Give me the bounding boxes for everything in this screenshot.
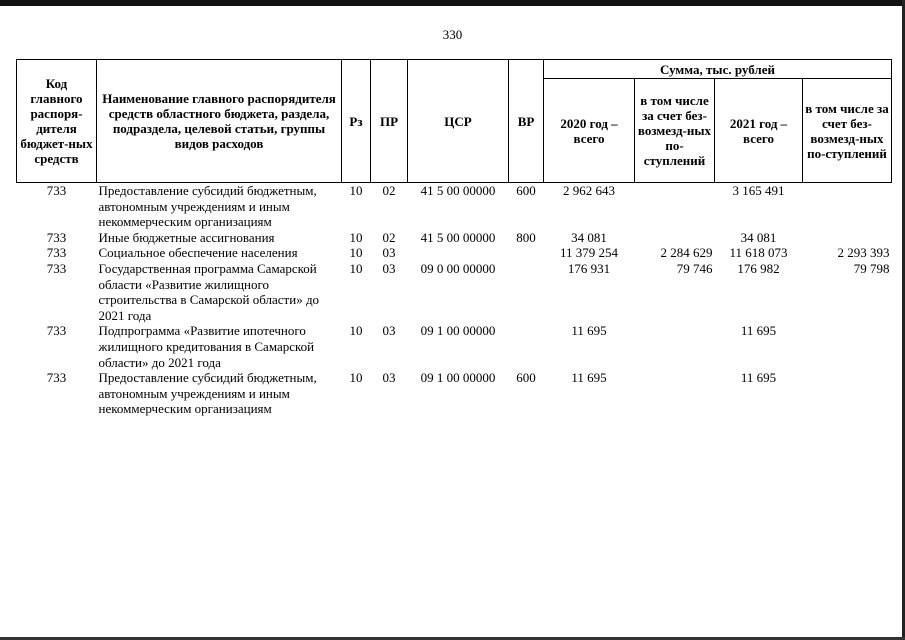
table-row [17,183,892,230]
table-body [17,183,892,417]
cell-rz: 10 [349,260,363,276]
cell-rz: 10 [349,323,363,339]
header-sum: Сумма, тыс. рублей [544,60,892,79]
cell-pr: 03 [382,245,396,261]
cell-2021-total: 34 081 [740,229,777,245]
cell-2020-grants [635,370,715,417]
cell-2021-total: 3 165 491 [732,183,785,198]
cell-vr [509,261,544,323]
cell-code: 733 [46,323,67,339]
cell-2020-total: 34 081 [571,229,607,245]
cell-2021-total: 11 695 [740,370,777,386]
page-number: 330 [442,27,463,42]
cell-2021-grants [803,370,892,417]
cell-2021-total: 11 695 [740,323,777,339]
header-pr: ПР [371,60,408,183]
cell-name: Социальное обеспечение населения [98,245,298,261]
header-2020-total: 2020 год – всего [544,79,635,183]
cell-2020-grants: 79 746 [676,260,713,276]
cell-vr [509,245,544,261]
cell-name: Предоставление субсидий бюджетным, автономным учреждениям и иным некоммерческим организациям [98,370,317,417]
cell-vr: 600 [516,370,536,386]
cell-code: 733 [46,229,67,245]
cell-rz: 10 [349,245,363,261]
scan-edge-top [0,0,905,6]
cell-pr: 03 [382,370,396,386]
cell-2021-total: 11 618 073 [729,245,788,261]
cell-csr: 09 0 00 00000 [420,260,496,276]
cell-pr: 02 [382,229,396,245]
cell-2021-grants [803,183,892,230]
table-row [17,370,892,417]
cell-code: 733 [46,183,67,198]
cell-2020-grants [635,183,715,230]
cell-name: Государственная программа Самарской области «Развитие жилищного строительства в Самарской области» до 2021 года [98,260,320,323]
cell-2020-grants [635,230,715,246]
cell-csr [408,245,509,261]
cell-2020-total: 176 931 [567,260,611,276]
cell-csr: 09 1 00 00000 [420,370,496,386]
cell-rz: 10 [349,229,363,245]
header-name: Наименование главного распорядителя средств областного бюджета, раздела, подраздела, целевой статьи, группы видов расходов [97,60,342,183]
table-row [17,261,892,323]
cell-2020-total: 11 379 254 [559,245,619,261]
cell-pr: 03 [382,323,396,339]
cell-2021-grants: 79 798 [853,260,890,276]
table-row [17,245,892,261]
cell-code: 733 [46,370,67,386]
cell-name: Подпрограмма «Развитие ипотечного жилищного кредитования в Самарской области» до 2021 года [98,323,315,370]
cell-vr: 600 [516,183,536,198]
header-2021-grants: в том числе за счет без-возмезд-ных по-ступлений [803,79,892,183]
cell-vr: 800 [516,229,536,245]
budget-table [16,59,892,417]
cell-csr: 41 5 00 00000 [420,229,496,245]
header-vr: ВР [509,60,544,183]
cell-2020-total: 11 695 [571,370,607,386]
header-code: Код главного распоря-дителя бюджет-ных средств [17,60,97,183]
cell-name: Предоставление субсидий бюджетным, автономным учреждениям и иным некоммерческим организациям [98,183,317,230]
cell-2020-total: 11 695 [571,323,607,339]
cell-csr: 41 5 00 00000 [420,183,496,198]
cell-csr: 09 1 00 00000 [420,323,496,339]
cell-2021-grants [803,230,892,246]
cell-2021-grants [803,323,892,370]
header-rz: Рз [342,60,371,183]
cell-2020-grants [635,323,715,370]
header-csr: ЦСР [408,60,509,183]
cell-pr: 03 [382,260,396,276]
cell-2021-grants: 2 293 393 [837,245,890,261]
cell-rz: 10 [349,183,363,198]
table-row [17,323,892,370]
cell-2020-total: 2 962 643 [563,183,615,198]
header-2020-grants: в том числе за счет без-возмезд-ных по-ступлений [635,79,715,183]
cell-code: 733 [46,260,67,276]
table-row [17,230,892,246]
cell-code: 733 [46,245,67,261]
cell-name: Иные бюджетные ассигнования [98,229,275,245]
cell-2020-grants: 2 284 629 [660,245,713,261]
header-2021-total: 2021 год – всего [715,79,803,183]
cell-vr [509,323,544,370]
cell-rz: 10 [349,370,363,386]
cell-2021-total: 176 982 [737,260,780,276]
cell-pr: 02 [382,183,396,198]
